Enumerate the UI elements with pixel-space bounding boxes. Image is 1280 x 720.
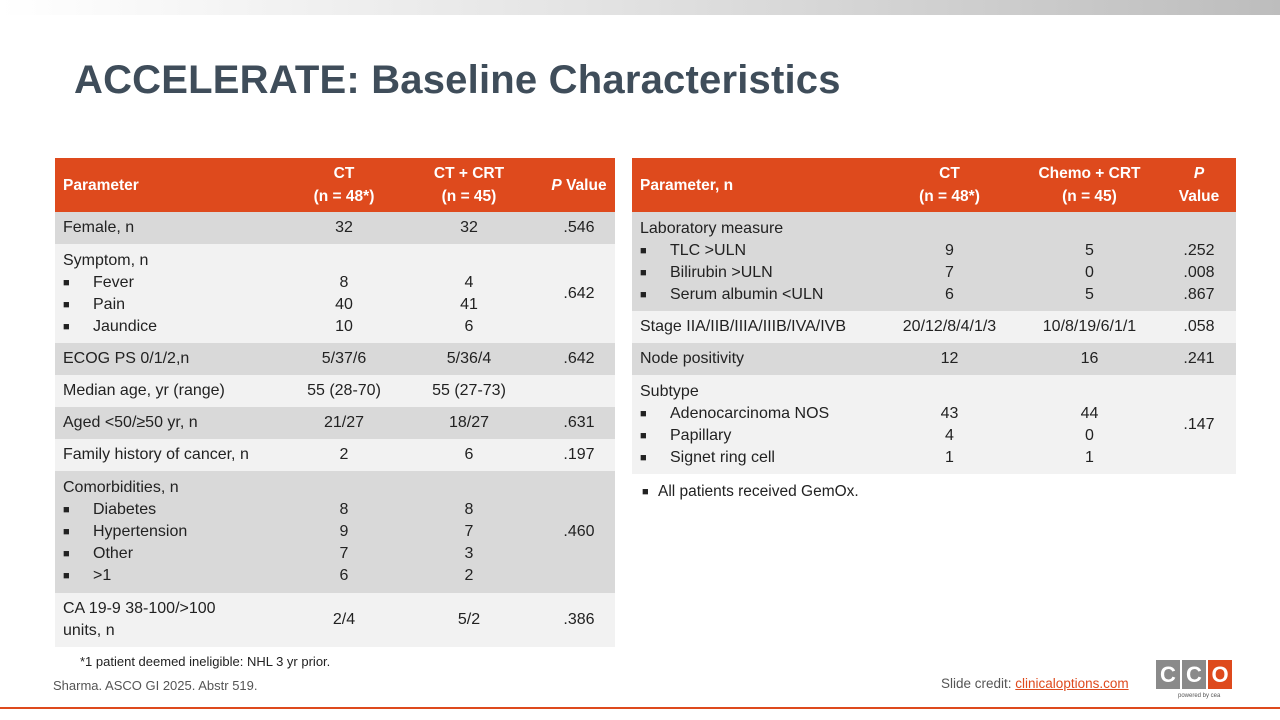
cell-p	[1162, 212, 1236, 311]
logo-letter: O	[1208, 660, 1232, 689]
logo-letter: C	[1182, 660, 1206, 689]
bullet-icon: ■	[63, 276, 70, 289]
sub-item	[63, 521, 285, 543]
cell-ct: 2	[293, 439, 395, 471]
sub-item	[63, 499, 285, 521]
logo-tagline: powered by cea	[1178, 693, 1221, 699]
bullet-icon: ■	[640, 451, 647, 464]
cell-ct-crt: 32	[395, 212, 543, 244]
cell-p: .241	[1162, 343, 1236, 375]
header-ctcrt-line2: (n = 45)	[441, 188, 497, 205]
sub-item-label: Diabetes	[93, 501, 157, 518]
cell-p: .460	[543, 471, 615, 593]
cell-ct-crt: 5/2	[395, 593, 543, 647]
cell-value: 8	[339, 501, 349, 518]
table-row	[55, 343, 615, 375]
table-row	[55, 439, 615, 471]
cell-p: .147	[1162, 375, 1236, 474]
sub-item-label: Papillary	[670, 426, 732, 444]
sub-item-label: Other	[93, 545, 134, 562]
row-label: ECOG PS 0/1/2,n	[55, 343, 293, 375]
sub-item-label: Signet ring cell	[670, 448, 775, 466]
footnote: *1 patient deemed ineligible: NHL 3 yr prior.	[80, 654, 331, 669]
cell-value: 0	[1085, 263, 1094, 281]
cell-value: 10	[335, 317, 353, 335]
cell-ct	[293, 244, 395, 343]
slide-credit	[941, 676, 1129, 691]
cell-p: .546	[543, 212, 615, 244]
cell-value: .252	[1183, 241, 1215, 259]
header-ctcrt-line1: CT + CRT	[433, 165, 505, 182]
sub-item-label: Pain	[93, 295, 126, 313]
clinicaloptions-link[interactable]: clinicaloptions.com	[1015, 676, 1129, 691]
cell-p: .642	[543, 343, 615, 375]
sub-item-label: Serum albumin <ULN	[670, 285, 824, 303]
gemox-note	[642, 483, 859, 501]
row-label-group	[55, 244, 293, 343]
sub-item-label: Fever	[93, 273, 134, 291]
cell-value: 9	[339, 523, 349, 540]
row-label: Family history of cancer, n	[55, 439, 293, 471]
cell-value: 8	[339, 273, 349, 291]
sub-item	[640, 403, 874, 425]
bullet-icon: ■	[63, 298, 70, 311]
table-header-row	[55, 158, 615, 212]
sub-item-label: TLC >ULN	[670, 241, 747, 259]
sub-item	[63, 294, 285, 316]
row-label	[55, 593, 293, 647]
cell-value: 6	[339, 567, 349, 584]
row-label: Female, n	[55, 212, 293, 244]
table-row	[632, 212, 1236, 311]
header-chemo-line2: (n = 45)	[1062, 188, 1117, 205]
cell-p: .631	[543, 407, 615, 439]
cell-ct	[293, 471, 395, 593]
cell-value: .867	[1183, 285, 1215, 303]
row-label: Stage IIA/IIB/IIIA/IIIB/IVA/IVB	[632, 311, 882, 343]
header-ct	[882, 158, 1017, 212]
bullet-icon: ■	[63, 526, 70, 538]
cell-value: 7	[945, 263, 954, 281]
sub-item-label: >1	[93, 567, 112, 584]
header-p-value	[1162, 158, 1236, 212]
cell-value: 8	[464, 501, 474, 518]
header-parameter: Parameter, n	[632, 158, 882, 212]
cell-ct-crt: 6	[395, 439, 543, 471]
cell-value: 7	[464, 523, 474, 540]
sub-item	[640, 240, 874, 262]
gemox-note-text: All patients received GemOx.	[658, 483, 859, 500]
sub-item-label: Adenocarcinoma NOS	[670, 404, 830, 422]
cell-chemo-crt	[1017, 375, 1162, 474]
cell-ct: 32	[293, 212, 395, 244]
table-row	[632, 311, 1236, 343]
cell-p: .386	[543, 593, 615, 647]
cell-ct-crt: 18/27	[395, 407, 543, 439]
header-p-line2: Value	[1178, 188, 1220, 205]
cell-value: 1	[945, 448, 954, 466]
cell-p: .642	[543, 244, 615, 343]
header-chemo-line1: Chemo + CRT	[1038, 165, 1141, 182]
cell-p	[543, 375, 615, 407]
header-ct-line2: (n = 48*)	[313, 188, 375, 205]
cell-value: 43	[940, 404, 959, 422]
cell-value: 41	[460, 295, 478, 313]
header-p-italic: P	[1193, 165, 1205, 182]
sub-item	[640, 447, 874, 469]
row-label-group	[632, 212, 882, 311]
cell-ct-crt	[395, 244, 543, 343]
group-label: Symptom, n	[63, 251, 149, 269]
cell-ct: 55 (28-70)	[293, 375, 395, 407]
cell-value: 5	[1085, 285, 1094, 303]
cell-value: 4	[945, 426, 954, 444]
header-chemo-crt	[1017, 158, 1162, 212]
row-label-line1: CA 19-9 38-100/>100	[63, 600, 216, 617]
header-ct	[293, 158, 395, 212]
bottom-accent-line	[0, 707, 1280, 709]
bullet-icon: ■	[63, 548, 70, 560]
cell-ct: 5/37/6	[293, 343, 395, 375]
header-ct-line1: CT	[939, 165, 960, 182]
bullet-icon: ■	[63, 320, 70, 333]
sub-item	[640, 284, 874, 306]
sub-item	[640, 425, 874, 447]
group-label: Subtype	[640, 382, 699, 400]
table-row	[55, 593, 615, 647]
cell-ct: 12	[882, 343, 1017, 375]
cell-chemo-crt: 10/8/19/6/1/1	[1017, 311, 1162, 343]
cell-ct-crt: 55 (27-73)	[395, 375, 543, 407]
row-label-group	[632, 375, 882, 474]
header-ct-line2: (n = 48*)	[919, 188, 980, 205]
slide-credit-prefix: Slide credit:	[941, 676, 1016, 691]
table-row	[55, 375, 615, 407]
sub-item-label: Bilirubin >ULN	[670, 263, 773, 281]
row-label: Median age, yr (range)	[55, 375, 293, 407]
cell-value: 6	[945, 285, 954, 303]
header-p-italic: P	[551, 176, 562, 194]
row-label: Node positivity	[632, 343, 882, 375]
bullet-icon: ■	[640, 244, 647, 257]
cell-value: 2	[464, 567, 474, 584]
cell-ct: 20/12/8/4/1/3	[882, 311, 1017, 343]
cell-ct: 2/4	[293, 593, 395, 647]
bullet-icon: ■	[640, 266, 647, 279]
bullet-icon: ■	[63, 504, 70, 516]
table-row	[55, 407, 615, 439]
slide-title: ACCELERATE: Baseline Characteristics	[74, 58, 841, 102]
cell-ct: 21/27	[293, 407, 395, 439]
cell-ct	[882, 212, 1017, 311]
sub-item	[63, 565, 285, 587]
sub-item	[63, 543, 285, 565]
logo-letter: C	[1156, 660, 1180, 689]
cell-value: 40	[335, 295, 353, 313]
row-label: Aged <50/≥50 yr, n	[55, 407, 293, 439]
table-row	[632, 343, 1236, 375]
cell-p: .197	[543, 439, 615, 471]
baseline-table-left	[55, 158, 615, 647]
group-label: Laboratory measure	[640, 219, 784, 237]
bullet-icon: ■	[640, 288, 647, 301]
sub-item	[640, 262, 874, 284]
cell-value: 7	[339, 545, 349, 562]
sub-item-label: Hypertension	[93, 523, 188, 540]
cell-value: .008	[1183, 263, 1215, 281]
cell-ct-crt	[395, 471, 543, 593]
cell-ct-crt: 5/36/4	[395, 343, 543, 375]
cell-value: 1	[1085, 448, 1094, 466]
bullet-icon: ■	[640, 407, 647, 420]
cell-value: 5	[1085, 241, 1094, 259]
header-p-rest: Value	[561, 176, 607, 194]
cell-ct	[882, 375, 1017, 474]
table-row	[55, 212, 615, 244]
table-row	[55, 471, 615, 593]
row-label-group	[55, 471, 293, 593]
header-parameter: Parameter	[55, 158, 293, 212]
cell-value: 0	[1085, 426, 1094, 444]
sub-item	[63, 316, 285, 338]
sub-item	[63, 272, 285, 294]
sub-item-label: Jaundice	[93, 317, 158, 335]
cell-value: 4	[464, 273, 474, 291]
cell-value: 9	[945, 241, 954, 259]
cell-p: .058	[1162, 311, 1236, 343]
table-row	[55, 244, 615, 343]
cell-value: 3	[464, 545, 474, 562]
baseline-table-right	[632, 158, 1236, 474]
cell-value: 6	[464, 317, 474, 335]
bullet-icon: ■	[640, 429, 647, 442]
top-gradient-bar	[0, 0, 1280, 15]
table-row	[632, 375, 1236, 474]
citation: Sharma. ASCO GI 2025. Abstr 519.	[53, 678, 258, 693]
cell-chemo-crt: 16	[1017, 343, 1162, 375]
header-p-value	[543, 158, 615, 212]
header-ct-line1: CT	[333, 165, 355, 182]
cell-value: 44	[1080, 404, 1099, 422]
header-ct-crt	[395, 158, 543, 212]
table-header-row	[632, 158, 1236, 212]
row-label-line2: units, n	[63, 622, 115, 639]
bullet-icon: ■	[642, 486, 649, 498]
group-label: Comorbidities, n	[63, 479, 179, 496]
cell-chemo-crt	[1017, 212, 1162, 311]
cco-logo	[1156, 660, 1234, 706]
bullet-icon: ■	[63, 570, 70, 582]
